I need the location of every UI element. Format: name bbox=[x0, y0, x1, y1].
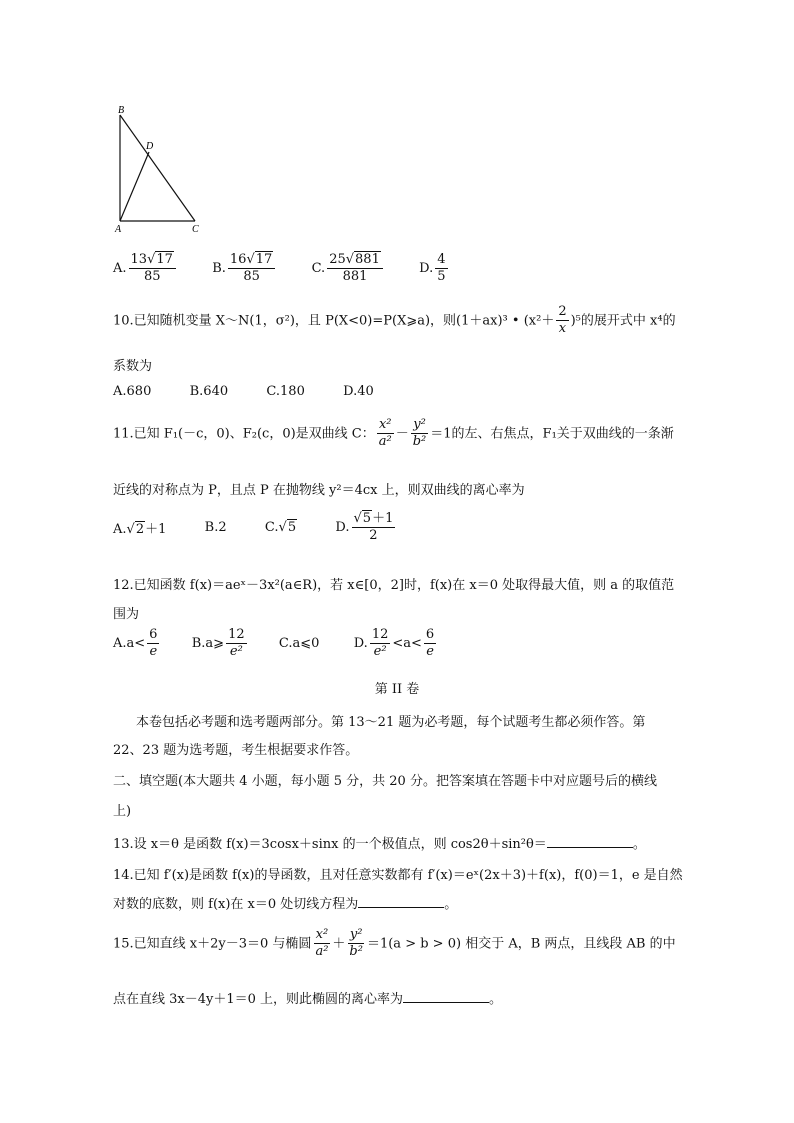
q11-option-d: D. $\frac{√5+1}{2}$ bbox=[335, 511, 394, 544]
q12-option-b: B.a⩾ $\frac{12}{\text{e²}}$ bbox=[191, 627, 245, 660]
label-a: A bbox=[115, 224, 122, 235]
q10-line2: 系数为 bbox=[113, 359, 153, 374]
q10-option-a: A.680 bbox=[113, 384, 152, 399]
q15-line2: 点在直线 3x－4y＋1＝0 上，则此椭圆的离心率为 。 bbox=[113, 992, 503, 1007]
q11-line2: 近线的对称点为 P，且点 P 在抛物线 y²＝4cx 上，则双曲线的离心率为 bbox=[113, 483, 525, 498]
segment-bc bbox=[120, 115, 195, 221]
q11-option-c: C.√5 bbox=[264, 520, 297, 536]
q11-option-a: A.√2＋1 bbox=[113, 522, 167, 538]
q12-line2: 围为 bbox=[113, 607, 140, 622]
q12-option-a: A.a< $\frac{6}{e}$ bbox=[113, 627, 158, 660]
q14-line2: 对数的底数，则 f(x)在 x＝0 处切线方程为 。 bbox=[113, 897, 458, 912]
q13: 13.设 x＝θ 是函数 f(x)＝3cosx＋sinx 的一个极值点，则 cos2θ＋sin²θ＝ 。 bbox=[113, 837, 646, 852]
q9-option-d: D. $\frac{4}{5}$ bbox=[419, 252, 446, 285]
q13-answer-blank bbox=[547, 835, 633, 848]
intro-line2: 22、23 题为选考题，考生根据要求作答。 bbox=[113, 743, 359, 758]
section2-line1: 二、填空题(本大题共 4 小题，每小题 5 分，共 20 分。把答案填在答题卡中对应题号后的横线 bbox=[113, 774, 657, 789]
q10-options bbox=[113, 384, 374, 399]
q15-line1: 15.已知直线 x＋2y－3＝0 与椭圆 $\frac{\text{x²}}{\text{a²}}$ ＋ $\frac{\text{y²}}{\text{b²}}$ ＝1(a > b > 0) 相交于 A，B 两点，且线段 AB 的中 bbox=[113, 927, 676, 960]
q11-options bbox=[113, 512, 397, 544]
label-b: B bbox=[118, 105, 125, 116]
q14-line1: 14.已知 f′(x)是函数 f(x)的导函数，且对任意实数都有 f′(x)＝eˣ(2x＋3)＋f(x)，f(0)＝1，e 是自然 bbox=[113, 868, 683, 883]
q9-options bbox=[113, 253, 450, 285]
q12-options bbox=[113, 628, 438, 660]
q10-option-c: C.180 bbox=[266, 384, 305, 399]
q14-answer-blank bbox=[358, 895, 444, 908]
q11-line1: 11.已知 F₁(－c，0)、F₂(c，0)是双曲线 C： $\frac{\text{x²}}{\text{a²}}$ － $\frac{\text{y²}}{\text{b²}}$ ＝1的左、右焦点，F₁关于双曲线的一条渐 bbox=[113, 417, 674, 450]
q9-option-a: A. $\frac{13√17}{85}$ bbox=[113, 261, 182, 276]
q12-line1: 12.已知函数 f(x)＝aeˣ－3x²(a∈R)，若 x∈[0，2]时，f(x)在 x＝0 处取得最大值，则 a 的取值范 bbox=[113, 578, 675, 593]
q10-option-d: D.40 bbox=[343, 384, 374, 399]
q12-option-d: D. $\frac{12}{\text{e²}}$ <a< $\frac{6}{e}$ bbox=[353, 627, 435, 660]
q10-line1: 10.已知随机变量 X～N(1，σ²)，且 P(X<0)=P(X⩾a)，则(1＋ax)³ • (x²＋ $\frac{2}{x}$ )⁵的展开式中 x⁴的 bbox=[113, 304, 676, 337]
label-c: C bbox=[192, 224, 199, 235]
intro-line1: 本卷包括必考题和选考题两部分。第 13～21 题为必考题，每个试题考生都必须作答。第 bbox=[136, 715, 646, 730]
triangle-figure bbox=[112, 100, 222, 235]
q11-option-b: B.2 bbox=[204, 520, 227, 536]
q12-option-c: C.a⩽0 bbox=[278, 636, 320, 652]
section2-line2: 上) bbox=[113, 804, 132, 819]
q10-option-b: B.640 bbox=[189, 384, 229, 399]
label-d: D bbox=[146, 141, 154, 152]
segment-ad bbox=[120, 152, 149, 221]
part2-title: 第 II 卷 bbox=[374, 682, 420, 697]
q9-option-b: B. $\frac{16√17}{85}$ bbox=[212, 261, 281, 276]
q15-answer-blank bbox=[403, 990, 489, 1003]
q9-option-c: C. $\frac{25√881}{881}$ bbox=[312, 261, 389, 276]
